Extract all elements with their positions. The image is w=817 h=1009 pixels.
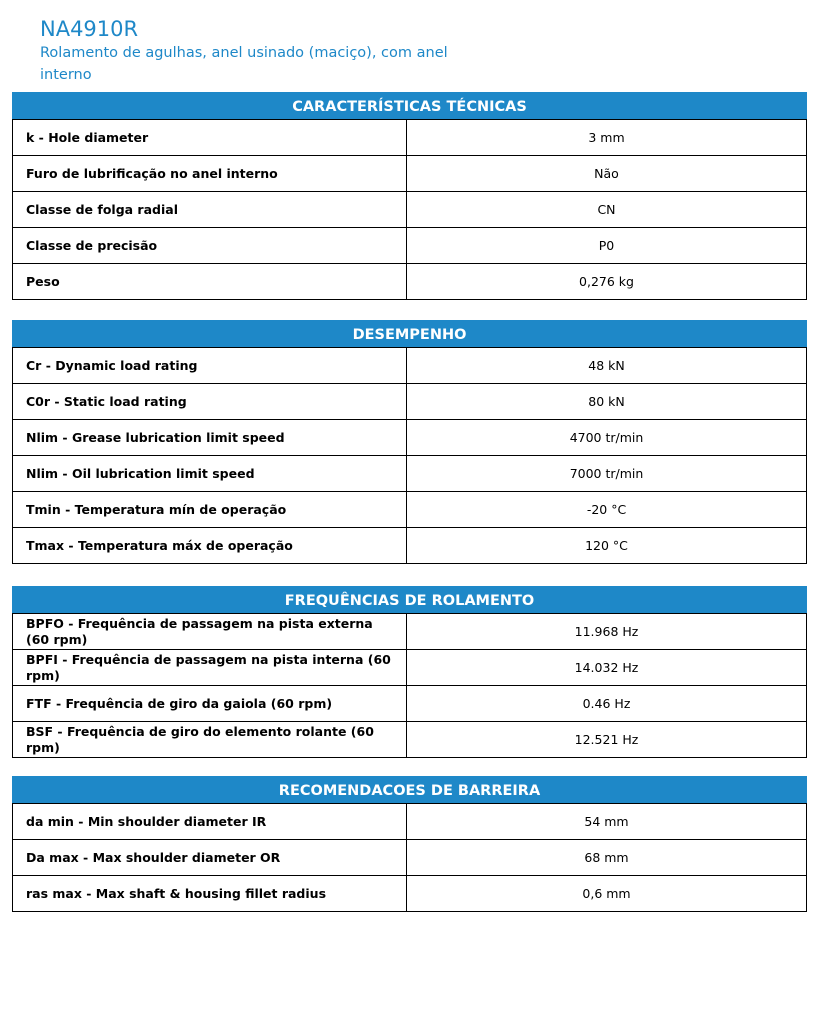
row-label: BPFO - Frequência de passagem na pista externa (60 rpm) bbox=[13, 614, 407, 650]
row-label: Peso bbox=[13, 264, 407, 300]
table-row bbox=[13, 686, 807, 722]
section-title: RECOMENDACOES DE BARREIRA bbox=[12, 776, 807, 803]
row-label: Tmin - Temperatura mín de operação bbox=[13, 492, 407, 528]
row-value: 11.968 Hz bbox=[407, 614, 807, 650]
row-label: FTF - Frequência de giro da gaiola (60 rpm) bbox=[13, 686, 407, 722]
row-label: C0r - Static load rating bbox=[13, 384, 407, 420]
product-header bbox=[40, 16, 480, 86]
row-label: Da max - Max shoulder diameter OR bbox=[13, 840, 407, 876]
section-title: FREQUÊNCIAS DE ROLAMENTO bbox=[12, 586, 807, 613]
table-row bbox=[13, 876, 807, 912]
row-value: CN bbox=[407, 192, 807, 228]
table-row bbox=[13, 492, 807, 528]
table-row bbox=[13, 348, 807, 384]
spec-table bbox=[12, 803, 807, 912]
row-label: Classe de precisão bbox=[13, 228, 407, 264]
row-value: 12.521 Hz bbox=[407, 722, 807, 758]
row-value: 4700 tr/min bbox=[407, 420, 807, 456]
section-bearing-frequencies bbox=[12, 586, 807, 758]
row-value: 3 mm bbox=[407, 120, 807, 156]
row-value: -20 °C bbox=[407, 492, 807, 528]
row-label: ras max - Max shaft & housing fillet radius bbox=[13, 876, 407, 912]
row-label: BSF - Frequência de giro do elemento rolante (60 rpm) bbox=[13, 722, 407, 758]
table-row bbox=[13, 384, 807, 420]
product-description: Rolamento de agulhas, anel usinado (maciço), com anel interno bbox=[40, 45, 448, 83]
section-technical-characteristics bbox=[12, 92, 807, 300]
row-label: da min - Min shoulder diameter IR bbox=[13, 804, 407, 840]
section-barrier-recommendations bbox=[12, 776, 807, 912]
table-row bbox=[13, 156, 807, 192]
table-row bbox=[13, 528, 807, 564]
spec-table bbox=[12, 347, 807, 564]
section-title: CARACTERÍSTICAS TÉCNICAS bbox=[12, 92, 807, 119]
row-label: Furo de lubrificação no anel interno bbox=[13, 156, 407, 192]
row-label: Cr - Dynamic load rating bbox=[13, 348, 407, 384]
row-value: Não bbox=[407, 156, 807, 192]
row-value: 68 mm bbox=[407, 840, 807, 876]
row-value: 0.46 Hz bbox=[407, 686, 807, 722]
table-row bbox=[13, 840, 807, 876]
row-label: Classe de folga radial bbox=[13, 192, 407, 228]
table-row bbox=[13, 614, 807, 650]
row-value: 80 kN bbox=[407, 384, 807, 420]
table-row bbox=[13, 192, 807, 228]
row-label: k - Hole diameter bbox=[13, 120, 407, 156]
row-value: 48 kN bbox=[407, 348, 807, 384]
table-row bbox=[13, 650, 807, 686]
section-performance bbox=[12, 320, 807, 564]
spec-table bbox=[12, 119, 807, 300]
row-value: 14.032 Hz bbox=[407, 650, 807, 686]
table-row bbox=[13, 228, 807, 264]
row-value: 7000 tr/min bbox=[407, 456, 807, 492]
row-value: 54 mm bbox=[407, 804, 807, 840]
row-label: Tmax - Temperatura máx de operação bbox=[13, 528, 407, 564]
table-row bbox=[13, 804, 807, 840]
row-value: 0,276 kg bbox=[407, 264, 807, 300]
spec-table bbox=[12, 613, 807, 758]
table-row bbox=[13, 456, 807, 492]
row-label: Nlim - Oil lubrication limit speed bbox=[13, 456, 407, 492]
table-row bbox=[13, 420, 807, 456]
row-value: 120 °C bbox=[407, 528, 807, 564]
row-label: BPFI - Frequência de passagem na pista interna (60 rpm) bbox=[13, 650, 407, 686]
row-value: 0,6 mm bbox=[407, 876, 807, 912]
table-row bbox=[13, 722, 807, 758]
product-code: NA4910R bbox=[40, 17, 139, 41]
section-title: DESEMPENHO bbox=[12, 320, 807, 347]
table-row bbox=[13, 120, 807, 156]
table-row bbox=[13, 264, 807, 300]
row-label: Nlim - Grease lubrication limit speed bbox=[13, 420, 407, 456]
row-value: P0 bbox=[407, 228, 807, 264]
